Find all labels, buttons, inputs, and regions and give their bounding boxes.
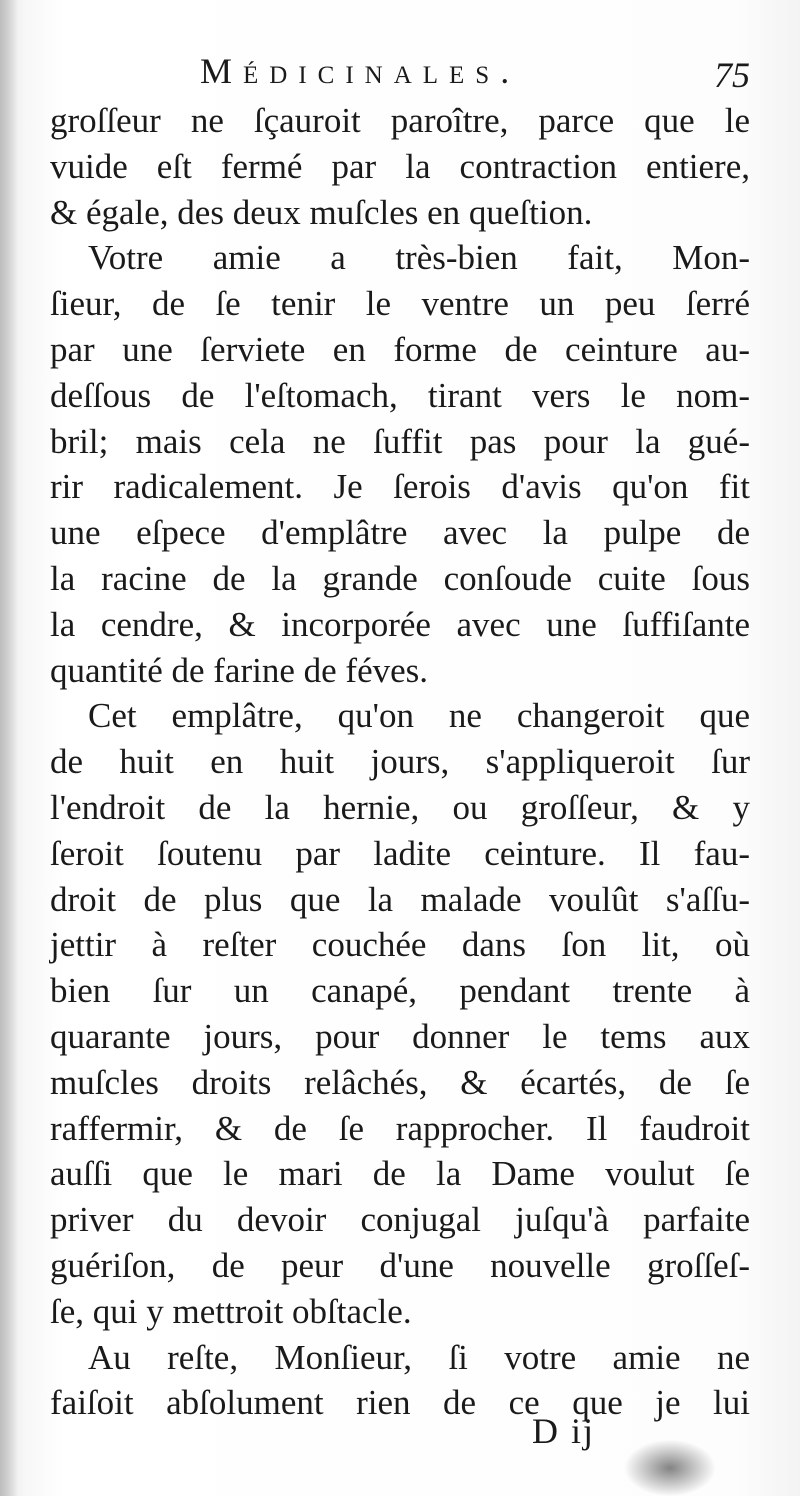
- text-line: guériſon, de peur d'une nouvelle groſſeſ-: [50, 1245, 750, 1285]
- text-line: priver du devoir conjugal juſqu'à parfaite: [50, 1200, 750, 1240]
- ink-smudge: [625, 1440, 715, 1496]
- page-number: 75: [714, 55, 750, 95]
- text-line: Au reſte, Monſieur, ſi votre amie ne: [88, 1337, 750, 1377]
- text-line: & égale, des deux muſcles en queſtion.: [50, 192, 593, 232]
- text-line: Cet emplâtre, qu'on ne changeroit que: [88, 696, 750, 736]
- text-line: groſſeur ne ſçauroit paroître, parce que le: [50, 101, 750, 140]
- text-line: raffermir, & de ſe rapprocher. Il faudroit: [50, 1108, 750, 1148]
- text-line: la cendre, & incorporée avec une ſuffiſante: [50, 604, 750, 644]
- text-line: ſieur, de ſe tenir le ventre un peu ſerré: [50, 284, 750, 324]
- text-line: ſeroit ſoutenu par ladite ceinture. Il fau-: [50, 833, 750, 873]
- text-line: vuide eſt fermé par la contraction entiere,: [50, 146, 750, 186]
- text-line: jettir à reſter couchée dans ſon lit, où: [50, 925, 750, 965]
- text-line: deſſous de l'eſtomach, tirant vers le nom-: [50, 375, 750, 415]
- text-line: une eſpece d'emplâtre avec la pulpe de: [50, 513, 750, 553]
- page-header: [60, 50, 750, 100]
- text-line: quarante jours, pour donner le tems aux: [50, 1016, 750, 1056]
- text-line: bien ſur un canapé, pendant trente à: [50, 971, 750, 1011]
- text-line: la racine de la grande conſoude cuite ſous: [50, 558, 750, 598]
- text-line: quantité de farine de féves.: [50, 650, 429, 690]
- body-text: [50, 98, 750, 1426]
- text-line: muſcles droits relâchés, & écartés, de ſe: [50, 1062, 750, 1102]
- signature-mark: D ij: [532, 1411, 596, 1451]
- text-line: faiſoit abſolument rien de ce que je lui: [50, 1383, 750, 1423]
- spine-shadow: [0, 0, 18, 1496]
- running-head: Médicinales.: [200, 51, 521, 91]
- text-line: Votre amie a très-bien fait, Mon-: [88, 238, 750, 278]
- text-line: auſſi que le mari de la Dame voulut ſe: [50, 1154, 750, 1194]
- text-line: de huit en huit jours, s'appliqueroit ſur: [50, 742, 750, 782]
- text-line: bril; mais cela ne ſuffit pas pour la gué-: [50, 421, 750, 461]
- text-line: par une ſerviete en forme de ceinture au-: [50, 329, 750, 369]
- text-line: droit de plus que la malade voulût s'aſſu-: [50, 879, 750, 919]
- text-line: rir radicalement. Je ſerois d'avis qu'on fit: [50, 467, 750, 507]
- text-line: ſe, qui y mettroit obſtacle.: [50, 1291, 412, 1331]
- text-line: l'endroit de la hernie, ou groſſeur, & y: [50, 787, 750, 827]
